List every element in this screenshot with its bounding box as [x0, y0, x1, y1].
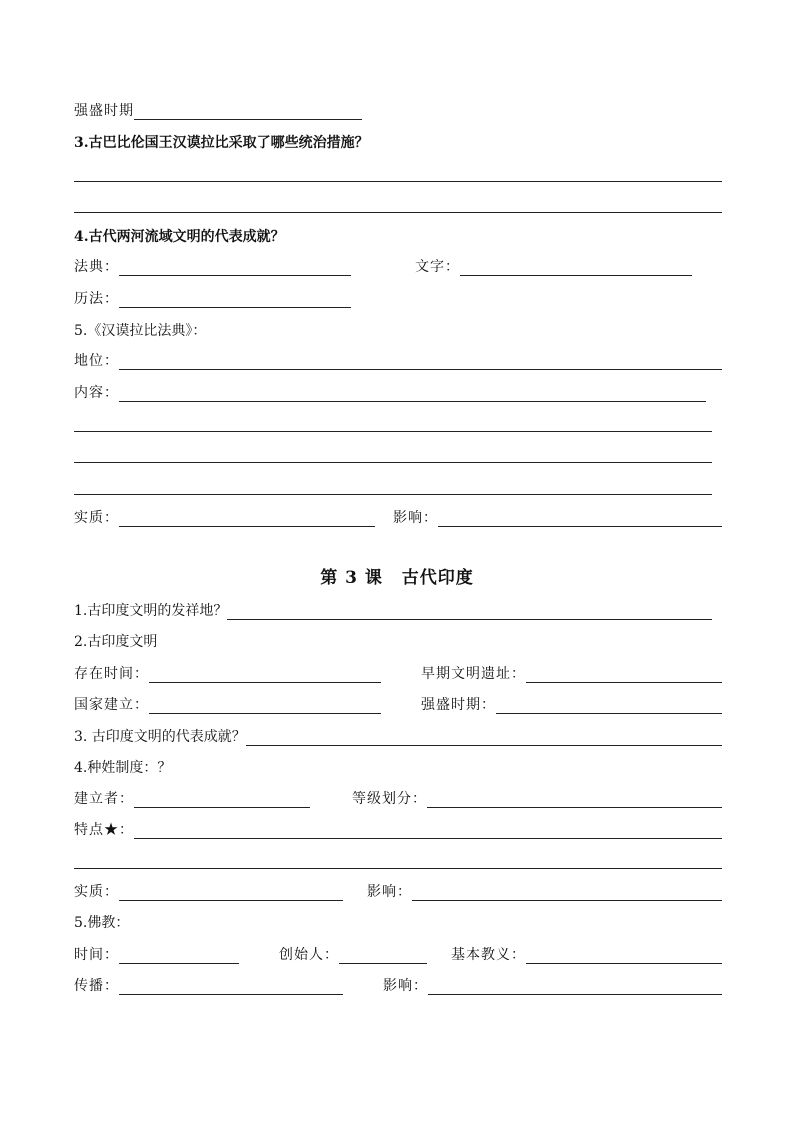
- content-blank[interactable]: [119, 385, 706, 402]
- answer-line-q3-1[interactable]: [74, 181, 722, 182]
- prime-period-label: 强盛时期: [74, 103, 134, 119]
- l3-question-4-row: [74, 759, 722, 777]
- spread-row: [74, 977, 722, 995]
- l3-question-5-row: [74, 914, 722, 932]
- status-row: [74, 352, 722, 370]
- early-site-blank[interactable]: [526, 666, 722, 683]
- l3-essence-blank[interactable]: [119, 884, 343, 901]
- l3-essence-label: 实质：: [74, 884, 119, 900]
- creator-label: 创始人：: [279, 947, 339, 963]
- question-5: 5.《汉谟拉比法典》：: [74, 323, 207, 339]
- rank-blank[interactable]: [427, 791, 722, 808]
- feature-row: [74, 821, 722, 839]
- content-line-3[interactable]: [74, 462, 712, 463]
- prime-period-row: [74, 102, 722, 120]
- state-prime-row: [74, 696, 722, 714]
- feature-blank[interactable]: [134, 822, 722, 839]
- content-row: [74, 384, 706, 402]
- l3-question-1-row: [74, 602, 712, 620]
- state-blank[interactable]: [149, 697, 381, 714]
- l3-influence-label: 影响：: [367, 884, 412, 900]
- l3-prime-label: 强盛时期：: [421, 697, 496, 713]
- founder-label: 建立者：: [74, 791, 134, 807]
- question-3: 3.古巴比伦国王汉谟拉比采取了哪些统治措施？: [74, 135, 369, 151]
- status-label: 地位：: [74, 353, 119, 369]
- spread-influence-label: 影响：: [383, 978, 428, 994]
- feature-line-2[interactable]: [74, 868, 722, 869]
- founder-rank-row: [74, 790, 722, 808]
- writing-label: 文字：: [415, 259, 460, 275]
- lesson-name: 古代印度: [401, 568, 474, 588]
- l3-question-1-blank[interactable]: [227, 603, 712, 620]
- essence-blank[interactable]: [119, 510, 375, 527]
- law-label: 法典：: [74, 259, 119, 275]
- essence-influence-row: [74, 509, 722, 527]
- question-4-row: [74, 228, 722, 246]
- state-label: 国家建立：: [74, 697, 149, 713]
- time-label: 时间：: [74, 947, 119, 963]
- exist-site-row: [74, 665, 722, 683]
- influence-blank[interactable]: [438, 510, 722, 527]
- calendar-label: 历法：: [74, 291, 119, 307]
- exist-time-label: 存在时间：: [74, 666, 149, 682]
- lesson-number: 第 3 课: [320, 568, 383, 588]
- calendar-row: [74, 290, 722, 308]
- content-line-4[interactable]: [74, 494, 712, 495]
- content-line-2[interactable]: [74, 431, 712, 432]
- prime-period-blank[interactable]: [134, 103, 362, 120]
- l3-question-3: 3. 古印度文明的代表成就？: [74, 729, 246, 745]
- l3-question-5: 5.佛教：: [74, 915, 130, 931]
- time-blank[interactable]: [119, 947, 239, 964]
- exist-time-blank[interactable]: [149, 666, 381, 683]
- spread-blank[interactable]: [119, 978, 343, 995]
- l3-question-1: 1.古印度文明的发祥地？: [74, 603, 228, 619]
- status-blank[interactable]: [119, 353, 722, 370]
- l3-influence-blank[interactable]: [412, 884, 722, 901]
- law-blank[interactable]: [119, 259, 351, 276]
- lesson-title: [0, 563, 794, 588]
- founder-blank[interactable]: [134, 791, 310, 808]
- buddhism-row: [74, 946, 722, 964]
- influence-label: 影响：: [393, 510, 438, 526]
- spread-influence-blank[interactable]: [428, 978, 722, 995]
- essence-label: 实质：: [74, 510, 119, 526]
- question-4: 4.古代两河流域文明的代表成就？: [74, 229, 285, 245]
- doctrine-label: 基本教义：: [451, 947, 526, 963]
- calendar-blank[interactable]: [119, 291, 351, 308]
- content-label: 内容：: [74, 385, 119, 401]
- question-5-row: [74, 322, 722, 340]
- l3-question-2: 2.古印度文明: [74, 634, 158, 650]
- rank-label: 等级划分：: [352, 791, 427, 807]
- question-3-row: [74, 134, 722, 152]
- feature-label: 特点★：: [74, 822, 134, 838]
- l3-question-3-blank[interactable]: [246, 729, 722, 746]
- early-site-label: 早期文明遗址：: [421, 666, 526, 682]
- law-writing-row: [74, 258, 722, 276]
- l3-question-2-row: [74, 633, 722, 651]
- writing-blank[interactable]: [460, 259, 692, 276]
- l3-question-4: 4.种姓制度：？: [74, 760, 172, 776]
- l3-essence-influence-row: [74, 883, 722, 901]
- spread-label: 传播：: [74, 978, 119, 994]
- creator-blank[interactable]: [339, 947, 427, 964]
- doctrine-blank[interactable]: [526, 947, 722, 964]
- l3-question-3-row: [74, 728, 722, 746]
- answer-line-q3-2[interactable]: [74, 212, 722, 213]
- l3-prime-blank[interactable]: [496, 697, 722, 714]
